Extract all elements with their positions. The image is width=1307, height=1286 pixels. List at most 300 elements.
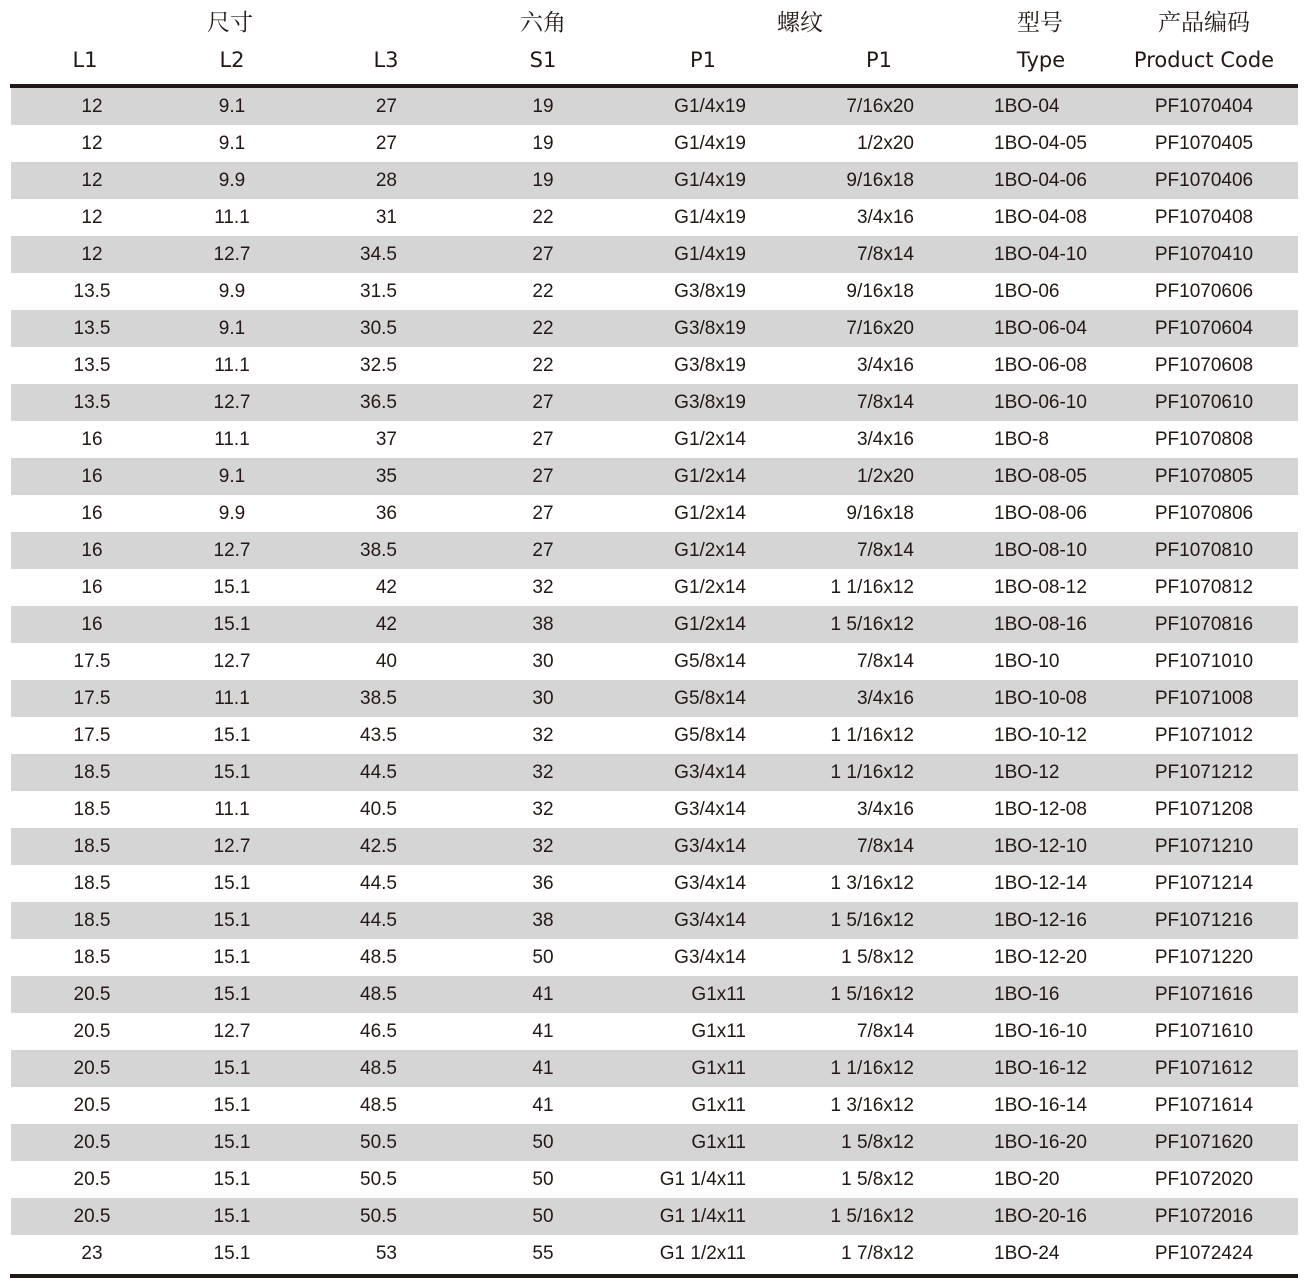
column-header-p1-pipe: P1: [689, 48, 717, 72]
cell-l3: 27: [375, 133, 397, 154]
cell-type: 1BO-08-06: [994, 503, 1087, 524]
cell-product-code: PF1072016: [1154, 1206, 1254, 1227]
cell-l2: 11.1: [214, 688, 250, 709]
cell-l1: 13.5: [73, 281, 111, 302]
cell-type: 1BO-04-10: [994, 244, 1087, 265]
table-row: [11, 125, 1298, 162]
cell-type: 1BO-12-14: [994, 873, 1087, 894]
cell-l2: 15.1: [213, 873, 251, 894]
cell-p1-unf: 1 5/16x12: [830, 1206, 914, 1227]
cell-s1: 50: [532, 1169, 554, 1190]
cell-l1: 20.5: [73, 1058, 111, 1079]
cell-p1-unf: 1 5/16x12: [830, 614, 914, 635]
cell-product-code: PF1070808: [1154, 429, 1254, 450]
table-row: [11, 828, 1298, 865]
cell-s1: 22: [532, 281, 554, 302]
cell-p1-unf: 7/8x14: [856, 392, 914, 413]
cell-l2: 12.7: [213, 244, 251, 265]
cell-type: 1BO-12: [994, 762, 1060, 783]
cell-s1: 50: [532, 947, 554, 968]
cell-product-code: PF1070404: [1154, 96, 1254, 117]
cell-l2: 15.1: [213, 762, 251, 783]
cell-l2: 15.1: [213, 984, 251, 1005]
cell-l2: 11.1: [214, 207, 250, 228]
cell-l3: 50.5: [360, 1169, 397, 1190]
cell-l3: 48.5: [360, 1058, 397, 1079]
cell-p1-pipe: G3/8x19: [674, 355, 746, 376]
cell-product-code: PF1070816: [1154, 614, 1254, 635]
cell-l3: 42: [375, 577, 397, 598]
cell-s1: 27: [532, 503, 554, 524]
table-row: [11, 643, 1298, 680]
cell-l3: 50.5: [360, 1132, 397, 1153]
cell-l1: 12: [81, 170, 103, 191]
cell-p1-unf: 1 5/16x12: [830, 984, 914, 1005]
cell-l2: 15.1: [213, 910, 251, 931]
cell-l2: 15.1: [213, 614, 251, 635]
cell-type: 1BO-16-20: [994, 1132, 1087, 1153]
cell-l3: 37: [375, 429, 397, 450]
cell-p1-unf: 7/8x14: [856, 1021, 914, 1042]
group-header-hex: 六角: [520, 10, 566, 36]
cell-l2: 9.1: [218, 133, 246, 154]
cell-type: 1BO-12-08: [994, 799, 1087, 820]
cell-type: 1BO-12-16: [994, 910, 1087, 931]
cell-product-code: PF1071610: [1154, 1021, 1254, 1042]
cell-p1-unf: 3/4x16: [856, 355, 914, 376]
cell-l2: 15.1: [213, 1243, 251, 1264]
cell-p1-pipe: G1/4x19: [674, 96, 746, 117]
cell-product-code: PF1071220: [1154, 947, 1254, 968]
cell-l2: 15.1: [213, 947, 251, 968]
cell-p1-pipe: G3/8x19: [674, 281, 746, 302]
cell-p1-pipe: G1/4x19: [674, 244, 746, 265]
cell-p1-unf: 1/2x20: [856, 133, 914, 154]
table-row: [11, 310, 1298, 347]
column-header-s1: S1: [529, 48, 557, 72]
cell-type: 1BO-08-10: [994, 540, 1087, 561]
cell-l1: 12: [81, 96, 103, 117]
cell-l3: 50.5: [360, 1206, 397, 1227]
cell-s1: 32: [532, 762, 554, 783]
cell-product-code: PF1071620: [1154, 1132, 1254, 1153]
cell-l3: 48.5: [360, 984, 397, 1005]
cell-p1-unf: 1 5/8x12: [841, 1132, 914, 1153]
cell-l1: 23: [81, 1243, 103, 1264]
cell-l1: 18.5: [73, 836, 111, 857]
cell-p1-pipe: G1x11: [691, 1058, 746, 1079]
cell-p1-unf: 7/8x14: [856, 836, 914, 857]
cell-l2: 9.9: [218, 503, 246, 524]
cell-p1-pipe: G3/4x14: [674, 947, 746, 968]
cell-product-code: PF1070410: [1154, 244, 1254, 265]
table-row: [11, 791, 1298, 828]
cell-l1: 13.5: [73, 355, 111, 376]
table-row: [11, 421, 1298, 458]
cell-p1-pipe: G1/4x19: [674, 207, 746, 228]
cell-type: 1BO-08-05: [994, 466, 1087, 487]
cell-l2: 15.1: [213, 725, 251, 746]
cell-p1-pipe: G3/4x14: [674, 836, 746, 857]
cell-product-code: PF1071214: [1154, 873, 1254, 894]
column-header-l2: L2: [219, 48, 245, 72]
cell-l2: 12.7: [213, 540, 251, 561]
cell-product-code: PF1071210: [1154, 836, 1254, 857]
cell-l2: 11.1: [214, 355, 250, 376]
cell-p1-pipe: G1/2x14: [674, 614, 746, 635]
cell-l2: 9.9: [218, 281, 246, 302]
cell-type: 1BO-16: [994, 984, 1060, 1005]
cell-l1: 20.5: [73, 984, 111, 1005]
table-row: [11, 458, 1298, 495]
cell-s1: 41: [532, 1058, 554, 1079]
cell-product-code: PF1071012: [1154, 725, 1254, 746]
cell-type: 1BO-16-12: [994, 1058, 1087, 1079]
cell-s1: 32: [532, 799, 554, 820]
cell-l2: 15.1: [213, 577, 251, 598]
cell-l3: 42: [375, 614, 397, 635]
cell-l3: 48.5: [360, 947, 397, 968]
cell-s1: 27: [532, 466, 554, 487]
cell-p1-pipe: G3/8x19: [674, 318, 746, 339]
cell-p1-unf: 1 3/16x12: [830, 1095, 914, 1116]
cell-p1-pipe: G5/8x14: [674, 688, 746, 709]
column-header-product-code: Product Code: [1133, 48, 1275, 72]
cell-product-code: PF1071010: [1154, 651, 1254, 672]
cell-product-code: PF1070805: [1154, 466, 1254, 487]
cell-l3: 46.5: [360, 1021, 397, 1042]
cell-l1: 17.5: [73, 651, 111, 672]
cell-p1-unf: 1 3/16x12: [830, 873, 914, 894]
cell-l3: 48.5: [360, 1095, 397, 1116]
cell-s1: 38: [532, 614, 554, 635]
table-row: [11, 976, 1298, 1013]
cell-p1-unf: 7/16x20: [846, 318, 914, 339]
cell-p1-pipe: G1 1/2x11: [659, 1243, 746, 1264]
cell-l2: 12.7: [213, 1021, 251, 1042]
table-row: [11, 384, 1298, 421]
cell-p1-pipe: G1/4x19: [674, 170, 746, 191]
cell-s1: 50: [532, 1132, 554, 1153]
cell-type: 1BO-06-04: [994, 318, 1087, 339]
cell-p1-unf: 9/16x18: [846, 503, 914, 524]
cell-l3: 43.5: [360, 725, 397, 746]
cell-s1: 22: [532, 207, 554, 228]
cell-p1-pipe: G1/2x14: [674, 429, 746, 450]
cell-l1: 20.5: [73, 1206, 111, 1227]
cell-p1-pipe: G1 1/4x11: [659, 1169, 746, 1190]
column-header-l3: L3: [373, 48, 399, 72]
cell-p1-pipe: G1/2x14: [674, 540, 746, 561]
cell-l1: 18.5: [73, 873, 111, 894]
cell-type: 1BO-06: [994, 281, 1060, 302]
table-row: [11, 606, 1298, 643]
cell-s1: 38: [532, 910, 554, 931]
cell-l3: 30.5: [360, 318, 397, 339]
cell-s1: 27: [532, 244, 554, 265]
cell-type: 1BO-16-10: [994, 1021, 1087, 1042]
cell-product-code: PF1071612: [1154, 1058, 1254, 1079]
cell-s1: 32: [532, 577, 554, 598]
cell-p1-pipe: G1/2x14: [674, 503, 746, 524]
cell-product-code: PF1071212: [1154, 762, 1254, 783]
cell-l1: 12: [81, 133, 103, 154]
cell-l1: 16: [81, 540, 103, 561]
cell-p1-unf: 1 1/16x12: [830, 762, 914, 783]
cell-p1-unf: 1 5/8x12: [841, 947, 914, 968]
cell-product-code: PF1071616: [1154, 984, 1254, 1005]
cell-type: 1BO-12-10: [994, 836, 1087, 857]
cell-p1-pipe: G1x11: [691, 1132, 746, 1153]
cell-product-code: PF1070406: [1154, 170, 1254, 191]
cell-type: 1BO-12-20: [994, 947, 1087, 968]
cell-product-code: PF1072020: [1154, 1169, 1254, 1190]
cell-s1: 22: [532, 318, 554, 339]
table-row: [11, 1235, 1298, 1272]
column-header-p1-unf: P1: [865, 48, 893, 72]
table-row: [11, 532, 1298, 569]
cell-l2: 9.1: [218, 96, 246, 117]
cell-p1-pipe: G1x11: [691, 1021, 746, 1042]
cell-p1-unf: 1 5/16x12: [830, 910, 914, 931]
cell-l2: 15.1: [213, 1132, 251, 1153]
cell-p1-pipe: G1/2x14: [674, 577, 746, 598]
cell-s1: 27: [532, 540, 554, 561]
cell-l3: 53: [375, 1243, 397, 1264]
cell-type: 1BO-20: [994, 1169, 1060, 1190]
cell-p1-pipe: G3/4x14: [674, 910, 746, 931]
cell-l1: 20.5: [73, 1021, 111, 1042]
table-row: [11, 865, 1298, 902]
cell-product-code: PF1070810: [1154, 540, 1254, 561]
table-row: [11, 236, 1298, 273]
cell-product-code: PF1070812: [1154, 577, 1254, 598]
cell-p1-unf: 1 5/8x12: [841, 1169, 914, 1190]
cell-s1: 41: [532, 1021, 554, 1042]
table-row: [11, 162, 1298, 199]
cell-type: 1BO-08-12: [994, 577, 1087, 598]
cell-s1: 22: [532, 355, 554, 376]
table-row: [11, 495, 1298, 532]
cell-l1: 20.5: [73, 1095, 111, 1116]
cell-product-code: PF1071216: [1154, 910, 1254, 931]
cell-l2: 11.1: [214, 799, 250, 820]
cell-l2: 12.7: [213, 651, 251, 672]
cell-l1: 16: [81, 577, 103, 598]
cell-product-code: PF1070405: [1154, 133, 1254, 154]
table-row: [11, 902, 1298, 939]
cell-l2: 15.1: [213, 1058, 251, 1079]
cell-type: 1BO-10-08: [994, 688, 1087, 709]
cell-type: 1BO-04-06: [994, 170, 1087, 191]
cell-p1-pipe: G1x11: [691, 1095, 746, 1116]
cell-l2: 9.1: [218, 466, 246, 487]
cell-p1-unf: 1 1/16x12: [830, 725, 914, 746]
cell-s1: 19: [532, 170, 554, 191]
cell-l1: 18.5: [73, 947, 111, 968]
cell-l2: 9.1: [218, 318, 246, 339]
cell-l1: 18.5: [73, 799, 111, 820]
cell-s1: 41: [532, 984, 554, 1005]
cell-product-code: PF1070606: [1154, 281, 1254, 302]
column-header-type: Type: [1016, 48, 1066, 72]
cell-s1: 32: [532, 836, 554, 857]
cell-type: 1BO-16-14: [994, 1095, 1087, 1116]
cell-s1: 19: [532, 96, 554, 117]
cell-l3: 40.5: [360, 799, 397, 820]
cell-s1: 36: [532, 873, 554, 894]
cell-p1-unf: 3/4x16: [856, 799, 914, 820]
cell-p1-pipe: G3/4x14: [674, 799, 746, 820]
table-row: [11, 680, 1298, 717]
cell-p1-unf: 7/8x14: [856, 651, 914, 672]
group-header-size: 尺寸: [207, 10, 253, 36]
cell-l1: 13.5: [73, 318, 111, 339]
cell-product-code: PF1072424: [1154, 1243, 1254, 1264]
table-row: [11, 1087, 1298, 1124]
cell-type: 1BO-20-16: [994, 1206, 1087, 1227]
cell-l3: 31.5: [360, 281, 397, 302]
group-header-thread: 螺纹: [777, 10, 823, 36]
table-bottom-rule: [10, 1274, 1298, 1278]
cell-s1: 19: [532, 133, 554, 154]
cell-s1: 30: [532, 688, 554, 709]
cell-l1: 18.5: [73, 910, 111, 931]
cell-l3: 44.5: [360, 762, 397, 783]
cell-type: 1BO-8: [994, 429, 1049, 450]
group-header-product-code: 产品编码: [1158, 10, 1250, 36]
cell-l2: 15.1: [213, 1169, 251, 1190]
table-row: [11, 347, 1298, 384]
cell-type: 1BO-04-05: [994, 133, 1087, 154]
cell-l3: 40: [375, 651, 397, 672]
cell-p1-unf: 9/16x18: [846, 170, 914, 191]
cell-p1-unf: 1 1/16x12: [830, 1058, 914, 1079]
cell-l3: 28: [375, 170, 397, 191]
cell-p1-pipe: G3/8x19: [674, 392, 746, 413]
cell-type: 1BO-10-12: [994, 725, 1087, 746]
cell-l2: 9.9: [218, 170, 246, 191]
cell-p1-unf: 3/4x16: [856, 688, 914, 709]
cell-s1: 50: [532, 1206, 554, 1227]
table-body: [11, 88, 1298, 1272]
cell-l3: 31: [375, 207, 397, 228]
cell-l1: 18.5: [73, 762, 111, 783]
cell-type: 1BO-06-08: [994, 355, 1087, 376]
cell-l3: 35: [375, 466, 397, 487]
cell-p1-unf: 7/8x14: [856, 540, 914, 561]
cell-l3: 38.5: [360, 688, 397, 709]
table-row: [11, 1013, 1298, 1050]
cell-l2: 11.1: [214, 429, 250, 450]
cell-l3: 42.5: [360, 836, 397, 857]
cell-product-code: PF1071008: [1154, 688, 1254, 709]
cell-product-code: PF1070610: [1154, 392, 1254, 413]
cell-l1: 12: [81, 244, 103, 265]
column-header-row: [0, 44, 1307, 80]
cell-s1: 55: [532, 1243, 554, 1264]
cell-l3: 32.5: [360, 355, 397, 376]
cell-p1-pipe: G3/4x14: [674, 762, 746, 783]
table-row: [11, 1161, 1298, 1198]
group-header-row: [0, 0, 1307, 42]
cell-l2: 15.1: [213, 1095, 251, 1116]
cell-product-code: PF1071614: [1154, 1095, 1254, 1116]
table-row: [11, 199, 1298, 236]
cell-l1: 17.5: [73, 688, 111, 709]
cell-p1-unf: 7/8x14: [856, 244, 914, 265]
cell-s1: 41: [532, 1095, 554, 1116]
cell-l3: 36.5: [360, 392, 397, 413]
cell-p1-pipe: G1/2x14: [674, 466, 746, 487]
cell-l3: 27: [375, 96, 397, 117]
cell-type: 1BO-08-16: [994, 614, 1087, 635]
cell-l1: 16: [81, 614, 103, 635]
cell-l3: 44.5: [360, 873, 397, 894]
cell-p1-pipe: G1/4x19: [674, 133, 746, 154]
column-header-l1: L1: [72, 48, 98, 72]
cell-type: 1BO-10: [994, 651, 1060, 672]
cell-l3: 44.5: [360, 910, 397, 931]
cell-p1-pipe: G1 1/4x11: [659, 1206, 746, 1227]
cell-p1-pipe: G3/4x14: [674, 873, 746, 894]
cell-p1-unf: 7/16x20: [846, 96, 914, 117]
cell-s1: 27: [532, 429, 554, 450]
cell-s1: 32: [532, 725, 554, 746]
cell-p1-unf: 1/2x20: [856, 466, 914, 487]
cell-l1: 16: [81, 503, 103, 524]
cell-l2: 12.7: [213, 392, 251, 413]
cell-l2: 15.1: [213, 1206, 251, 1227]
cell-p1-pipe: G5/8x14: [674, 651, 746, 672]
table-row: [11, 88, 1298, 125]
cell-l1: 12: [81, 207, 103, 228]
cell-l1: 17.5: [73, 725, 111, 746]
table-row: [11, 1198, 1298, 1235]
cell-type: 1BO-24: [994, 1243, 1060, 1264]
cell-l3: 38.5: [360, 540, 397, 561]
cell-s1: 30: [532, 651, 554, 672]
cell-l1: 20.5: [73, 1132, 111, 1153]
table-row: [11, 1124, 1298, 1161]
cell-l1: 16: [81, 466, 103, 487]
group-header-model: 型号: [1017, 10, 1063, 36]
table-row: [11, 754, 1298, 791]
cell-p1-unf: 3/4x16: [856, 429, 914, 450]
cell-l1: 13.5: [73, 392, 111, 413]
cell-l3: 34.5: [360, 244, 397, 265]
cell-type: 1BO-06-10: [994, 392, 1087, 413]
table-row: [11, 1050, 1298, 1087]
cell-p1-unf: 3/4x16: [856, 207, 914, 228]
table-row: [11, 569, 1298, 606]
cell-p1-unf: 9/16x18: [846, 281, 914, 302]
cell-l1: 20.5: [73, 1169, 111, 1190]
cell-l3: 36: [375, 503, 397, 524]
cell-product-code: PF1071208: [1154, 799, 1254, 820]
cell-product-code: PF1070806: [1154, 503, 1254, 524]
cell-product-code: PF1070608: [1154, 355, 1254, 376]
cell-product-code: PF1070408: [1154, 207, 1254, 228]
cell-s1: 27: [532, 392, 554, 413]
cell-p1-pipe: G5/8x14: [674, 725, 746, 746]
cell-product-code: PF1070604: [1154, 318, 1254, 339]
cell-type: 1BO-04-08: [994, 207, 1087, 228]
cell-l1: 16: [81, 429, 103, 450]
table-row: [11, 939, 1298, 976]
cell-p1-unf: 1 1/16x12: [830, 577, 914, 598]
cell-type: 1BO-04: [994, 96, 1060, 117]
